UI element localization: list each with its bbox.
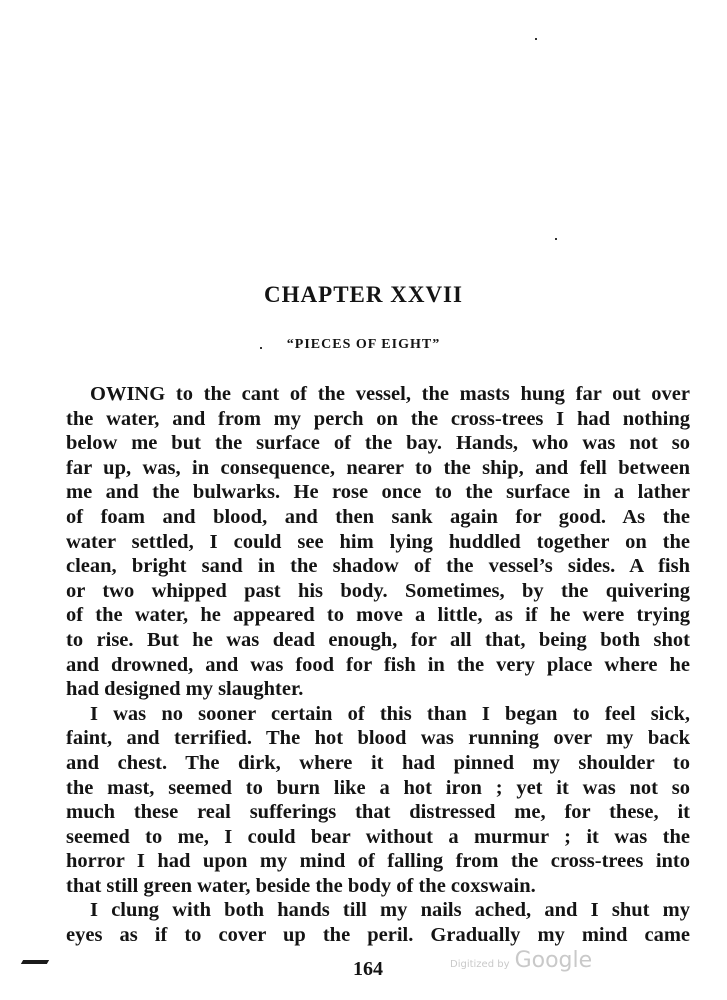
page-number: 164	[353, 958, 383, 980]
scan-speck	[555, 238, 557, 240]
paragraph	[66, 898, 690, 947]
text-line: eyes as if to cover up the peril. Gradually my mind came	[66, 924, 690, 947]
paragraph	[66, 702, 690, 899]
paragraph	[66, 382, 690, 702]
text-line: and chest. The dirk, where it had pinned my shoulder to	[66, 751, 690, 774]
text-line: water settled, I could see him lying huddled together on the	[66, 530, 690, 553]
text-line: far up, was, in consequence, nearer to the ship, and fell between	[66, 456, 690, 479]
text-line: OWING to the cant of the vessel, the masts hung far out over	[90, 383, 690, 405]
printer-dash-mark	[21, 960, 49, 964]
text-line: seemed to me, I could bear without a murmur ; it was the	[66, 825, 690, 848]
text-line: had designed my slaughter.	[66, 678, 304, 701]
text-line: the mast, seemed to burn like a hot iron ; yet it was not so	[66, 776, 690, 799]
digitized-watermark	[450, 948, 592, 973]
scan-speck	[260, 347, 262, 349]
text-line: I clung with both hands till my nails ached, and I shut my	[90, 899, 690, 922]
text-line: below me but the surface of the bay. Hands, who was not so	[66, 432, 690, 455]
text-line: to rise. But he was dead enough, for all that, being both shot	[66, 628, 690, 651]
text-line: me and the bulwarks. He rose once to the surface in a lather	[66, 481, 690, 504]
text-line: clean, bright sand in the shadow of the vessel’s sides. A fish	[66, 555, 690, 578]
text-line: that still green water, beside the body of the coxswain.	[66, 874, 536, 897]
text-line: horror I had upon my mind of falling from the cross-trees into	[66, 850, 690, 873]
text-line: much these real sufferings that distressed me, for these, it	[66, 801, 690, 824]
chapter-subtitle: “PIECES OF EIGHT”	[286, 337, 441, 352]
text-line: faint, and terrified. The hot blood was running over my back	[66, 727, 690, 750]
text-line: I was no sooner certain of this than I began to feel sick,	[90, 702, 690, 725]
text-line: of foam and blood, and then sank again for good. As the	[66, 505, 690, 528]
watermark-brand: Google	[514, 948, 593, 973]
watermark-prefix: Digitized by	[450, 959, 510, 970]
text-line: and drowned, and was food for fish in the very place where he	[66, 653, 690, 676]
scan-speck	[535, 38, 537, 40]
body-text	[66, 382, 690, 948]
text-line: or two whipped past his body. Sometimes, by the quivering	[66, 579, 690, 602]
chapter-heading: CHAPTER XXVII	[264, 282, 463, 307]
text-line: of the water, he appeared to move a little, as if he were trying	[66, 604, 690, 627]
text-line: the water, and from my perch on the cross-trees I had nothing	[66, 407, 690, 430]
